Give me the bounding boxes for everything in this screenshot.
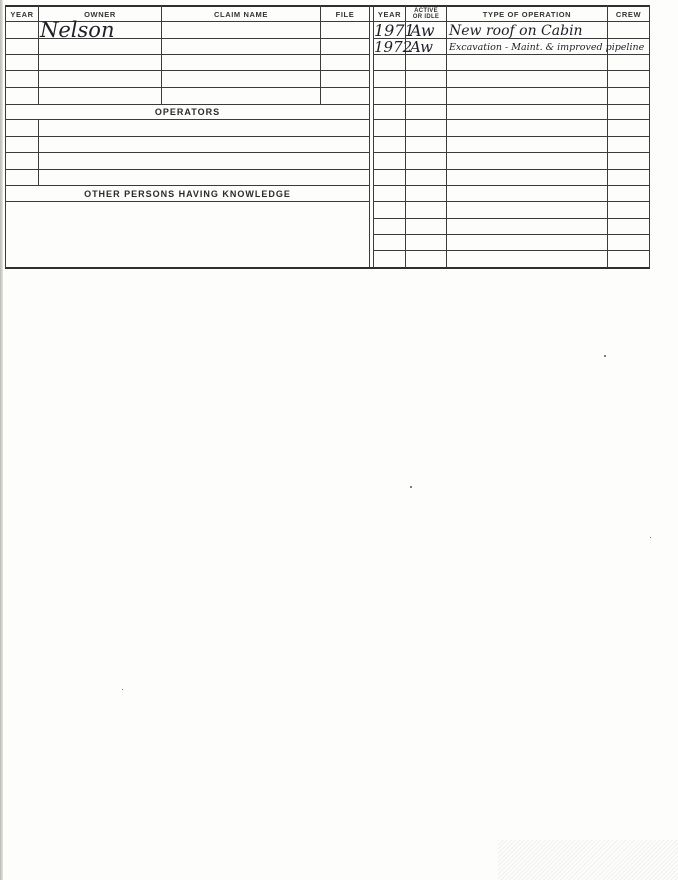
scan-edge: [0, 0, 3, 880]
op-entry-2-year: 1972: [374, 38, 413, 56]
scan-speck: [604, 355, 606, 357]
section-other-persons: OTHER PERSONS HAVING KNOWLEDGE: [84, 189, 291, 199]
op-row-line-10: [373, 185, 650, 186]
op-entry-2-status: Aw: [410, 38, 433, 56]
header-year-left: YEAR: [10, 10, 34, 19]
owner-entry-1: Nelson: [40, 18, 115, 42]
operators-row-line-3: [5, 169, 370, 170]
col-year-left: [38, 5, 39, 105]
operators-row-line-1: [5, 136, 370, 137]
op-entry-1-year: 1971: [374, 21, 415, 40]
op-row-line-9: [373, 169, 650, 170]
op-row-line-12: [373, 218, 650, 219]
op-row-line-5: [373, 104, 650, 105]
header-type-of-operation: TYPE OF OPERATION: [482, 10, 572, 19]
header-active: ACTIVE: [414, 8, 438, 14]
scan-speck: [410, 486, 412, 488]
owner-row-line-3: [5, 70, 370, 71]
owner-row-line-2: [5, 54, 370, 55]
header-or-idle: OR IDLE: [412, 14, 440, 20]
header-file: FILE: [335, 10, 355, 19]
header-year-right: YEAR: [377, 10, 402, 19]
scan-speck: [650, 537, 651, 538]
op-row-line-3: [373, 70, 650, 71]
op-row-line-11: [373, 201, 650, 202]
op-row-line-8: [373, 152, 650, 153]
op-entry-1-status: Aw: [410, 21, 435, 40]
header-claim-name: CLAIM NAME: [214, 10, 268, 19]
op-row-line-7: [373, 136, 650, 137]
operators-top-line: [5, 119, 370, 120]
scan-speck: [122, 689, 123, 690]
section-operators: OPERATORS: [154, 107, 221, 117]
op-row-line-4: [373, 87, 650, 88]
op-entry-1-type: New roof on Cabin: [449, 23, 583, 39]
other-persons-top-line: [5, 201, 370, 202]
op-row-line-13: [373, 234, 650, 235]
header-owner: OWNER: [84, 10, 116, 19]
bottom-border: [5, 267, 650, 269]
col-owner: [161, 5, 162, 105]
op-entry-2-type: Excavation - Maint. & improved pipeline: [449, 42, 645, 53]
header-crew: CREW: [615, 10, 642, 19]
col-claim: [320, 5, 321, 105]
operators-row-line-2: [5, 152, 370, 153]
top-border: [5, 5, 650, 7]
scan-noise: [498, 840, 678, 880]
owner-row-line-4: [5, 87, 370, 88]
operators-row-line-4: [5, 185, 370, 186]
owner-row-line-5: [5, 104, 370, 105]
op-row-line-14: [373, 250, 650, 251]
op-row-line-6: [373, 119, 650, 120]
operators-col-divider: [38, 119, 39, 185]
